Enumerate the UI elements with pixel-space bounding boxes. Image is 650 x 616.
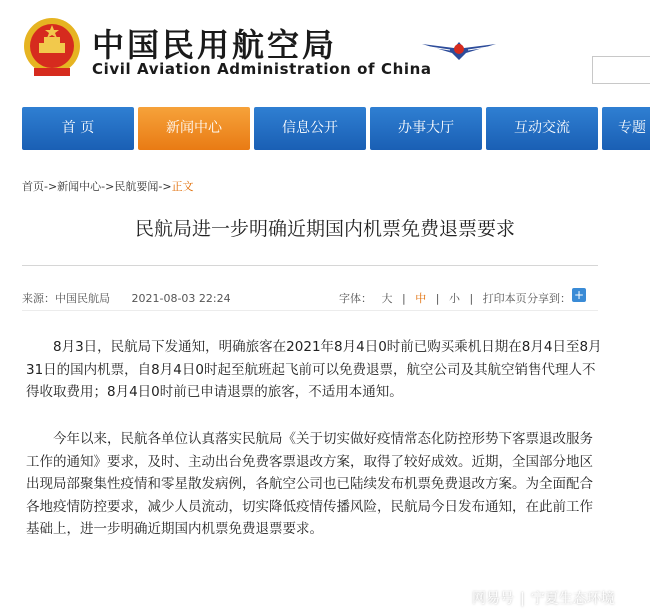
breadcrumb-current: 正文 bbox=[171, 180, 194, 193]
font-divider: | bbox=[402, 292, 406, 305]
breadcrumb-path[interactable]: 首页->新闻中心->民航要闻-> bbox=[22, 180, 172, 193]
article-source: 来源：中国民航局 bbox=[22, 292, 110, 305]
font-size-small[interactable]: 小 bbox=[448, 292, 460, 305]
divider bbox=[22, 310, 598, 311]
article-paragraph: 今年以来，民航各单位认真落实民航局《关于切实做好疫情常态化防控形势下客票退改服务工作的通知》要求，及时、主动出台免费客票退改方案，取得了较好成效。近期，全国部分地区出现局部聚集性疫情和零星散发病例，各航空公司也已陆续发布机票免费退改方案。为全面配合各地疫情防控要求，减少人员流动，切实降低疫情传播风险，民航局今日发布通知，在此前工作基础上，进一步明确近期国内机票免费退票要求。 bbox=[26, 431, 593, 537]
site-title-chinese: 中国民用航空局 bbox=[92, 26, 338, 64]
watermark-platform: 网易号 bbox=[472, 591, 514, 607]
caac-wings-logo bbox=[420, 34, 498, 64]
site-header bbox=[0, 0, 650, 100]
nav-info-disclosure[interactable]: 信息公开 bbox=[254, 107, 366, 150]
font-label: 字体： bbox=[339, 292, 372, 305]
national-emblem-icon bbox=[22, 16, 82, 80]
nav-interaction[interactable]: 互动交流 bbox=[486, 107, 598, 150]
main-nav bbox=[0, 107, 650, 150]
search-input[interactable] bbox=[592, 56, 650, 84]
watermark-author: 宁夏生态环境 bbox=[530, 591, 615, 607]
share-label: 分享到： bbox=[527, 292, 571, 305]
watermark: 网易号 | 宁夏生态环境 bbox=[472, 591, 615, 607]
font-size-controls bbox=[339, 290, 533, 306]
article-date: 2021-08-03 22:24 bbox=[131, 292, 231, 305]
nav-service-hall[interactable]: 办事大厅 bbox=[370, 107, 482, 150]
print-page-link[interactable]: 打印本页 bbox=[482, 292, 527, 305]
font-size-large[interactable]: 大 bbox=[381, 292, 393, 305]
font-size-medium[interactable]: 中 bbox=[415, 292, 427, 305]
nav-news-center[interactable]: 新闻中心 bbox=[138, 107, 250, 150]
nav-home[interactable]: 首 页 bbox=[22, 107, 134, 150]
site-title-english: Civil Aviation Administration of China bbox=[92, 60, 432, 78]
divider bbox=[22, 265, 598, 266]
article-title: 民航局进一步明确近期国内机票免费退票要求 bbox=[134, 218, 515, 240]
font-divider: | bbox=[469, 292, 474, 305]
breadcrumb bbox=[22, 178, 194, 194]
article-paragraph: 8月3日，民航局下发通知，明确旅客在2021年8月4日0时前已购买乘机日期在8月4日至8月31日的国内机票，自8月4日0时起至航班起飞前可以免费退票，航空公司及其航空销售代理人不得收取费用；8月4日0时前已申请退票的旅客，不适用本通知。 bbox=[26, 339, 602, 400]
font-divider: | bbox=[435, 292, 440, 305]
article-meta bbox=[22, 290, 249, 306]
nav-topics[interactable]: 专题 bbox=[602, 107, 650, 150]
share-plus-icon[interactable]: + bbox=[573, 288, 585, 302]
